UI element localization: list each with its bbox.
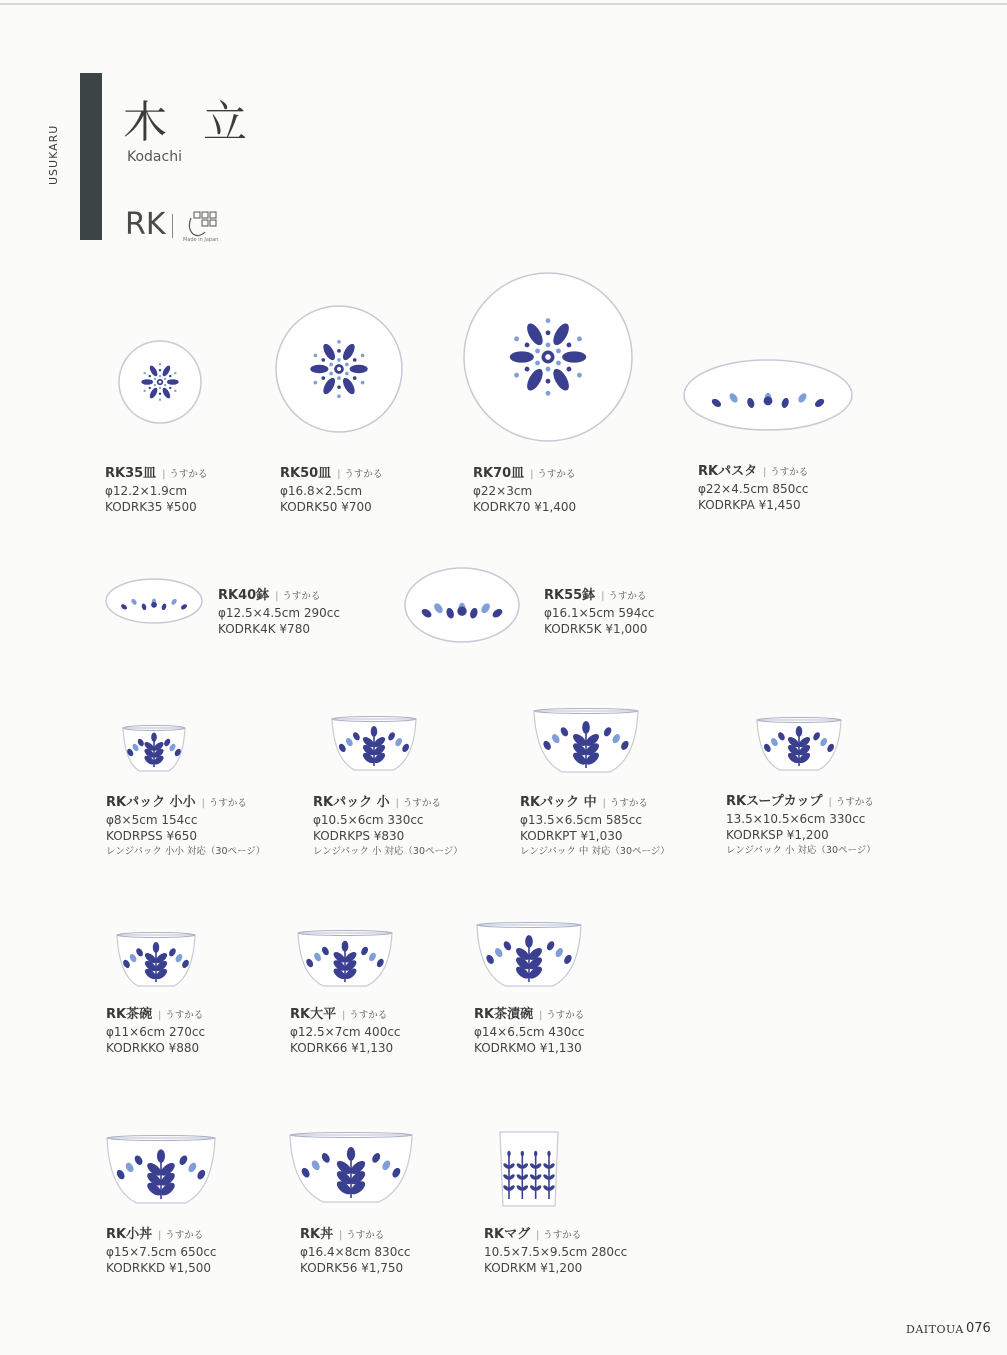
product-badge: | うすかる — [158, 1010, 203, 1021]
product-size: 13.5×10.5×6cm 330cc — [726, 812, 866, 826]
product-image — [288, 1132, 414, 1210]
product-code-price: KODRK4K ¥780 — [218, 622, 310, 636]
product-name: RKパック 小小 — [106, 795, 196, 810]
product-badge: | うすかる — [601, 591, 646, 602]
product-name: RKパスタ — [698, 464, 758, 479]
product-name: RKパック 小 — [313, 795, 390, 810]
product-title-row — [726, 793, 876, 811]
product-title-row — [280, 465, 382, 483]
product-name: RK40鉢 — [218, 588, 270, 603]
top-rule — [0, 3, 1007, 5]
product-code-price: KODRKMO ¥1,130 — [474, 1041, 582, 1055]
made-in-label: Made in Japan — [183, 237, 219, 243]
product-info — [290, 1006, 401, 1056]
product-size: φ8×5cm 154cc — [106, 813, 198, 827]
product-code-price: KODRKKO ¥880 — [106, 1041, 200, 1055]
product-image — [403, 566, 521, 648]
page-number: 076 — [966, 1321, 991, 1336]
product-name: RK70皿 — [473, 466, 525, 481]
product-info — [280, 465, 382, 515]
product-info — [106, 794, 265, 860]
product-title-row — [290, 1006, 401, 1024]
product-name: RK50皿 — [280, 466, 332, 481]
product-image — [462, 272, 634, 446]
product-title-row — [300, 1226, 411, 1244]
product-image — [296, 930, 394, 994]
product-name: RKスープカップ — [726, 794, 823, 809]
product-image — [118, 340, 202, 428]
product-code-price: KODRKSP ¥1,200 — [726, 828, 829, 842]
product-image — [330, 716, 418, 778]
product-badge: | うすかる — [342, 1010, 387, 1021]
product-name: RK茶碗 — [106, 1007, 153, 1022]
product-badge: | うすかる — [158, 1230, 203, 1241]
product-name: RK大平 — [290, 1007, 337, 1022]
product-info — [106, 1006, 205, 1056]
product-size: φ10.5×6cm 330cc — [313, 813, 424, 827]
product-note: レンジパック 小 対応（30ページ） — [726, 845, 876, 856]
product-size: φ22×3cm — [473, 484, 533, 498]
product-info — [105, 465, 207, 515]
product-info — [484, 1226, 627, 1276]
product-size: φ22×4.5cm 850cc — [698, 482, 809, 496]
product-code-price: KODRKM ¥1,200 — [484, 1261, 583, 1275]
product-badge: | うすかる — [603, 798, 648, 809]
sidebar-bar — [80, 73, 102, 240]
product-image — [121, 725, 187, 779]
product-title-row — [544, 587, 655, 605]
product-info — [544, 587, 655, 637]
product-title-row — [474, 1006, 585, 1024]
product-title-row — [473, 465, 576, 483]
product-code-price: KODRKPT ¥1,030 — [520, 829, 623, 843]
product-code-price: KODRK70 ¥1,400 — [473, 500, 577, 514]
product-size: φ16.8×2.5cm — [280, 484, 363, 498]
product-name: RKパック 中 — [520, 795, 597, 810]
product-image — [104, 577, 204, 629]
product-image — [475, 922, 583, 994]
product-size: φ12.5×4.5cm 290cc — [218, 606, 340, 620]
product-title-row — [520, 794, 670, 812]
product-badge: | うすかる — [339, 1230, 384, 1241]
divider — [172, 214, 173, 238]
product-info — [313, 794, 463, 860]
product-title-row — [218, 587, 340, 605]
product-size: φ12.2×1.9cm — [105, 484, 188, 498]
product-info — [698, 463, 809, 513]
product-size: φ14×6.5cm 430cc — [474, 1025, 585, 1039]
product-badge: | うすかる — [530, 469, 575, 480]
product-badge: | うすかる — [162, 469, 207, 480]
product-size: φ13.5×6.5cm 585cc — [520, 813, 642, 827]
product-title-row — [105, 465, 207, 483]
page-title: 木立 — [123, 97, 283, 148]
product-code-price: KODRK50 ¥700 — [280, 500, 372, 514]
product-info — [520, 794, 670, 860]
brand-name: DAITOUA — [906, 1323, 964, 1336]
product-image — [532, 708, 640, 780]
product-info — [106, 1226, 217, 1276]
collection-side-label: USUKARU — [47, 124, 60, 185]
product-note: レンジパック 小 対応（30ページ） — [313, 846, 463, 857]
product-name: RK35皿 — [105, 466, 157, 481]
product-badge: | うすかる — [536, 1230, 581, 1241]
product-name: RK55鉢 — [544, 588, 596, 603]
product-name: RK茶漬碗 — [474, 1007, 534, 1022]
product-name: RK小丼 — [106, 1227, 153, 1242]
product-title-row — [313, 794, 463, 812]
product-title-row — [698, 463, 809, 481]
product-code-price: KODRK35 ¥500 — [105, 500, 197, 514]
product-badge: | うすかる — [763, 467, 808, 478]
product-badge: | うすかる — [829, 797, 874, 808]
product-image — [682, 358, 854, 436]
product-note: レンジパック 小小 対応（30ページ） — [106, 846, 266, 857]
product-code-price: KODRKPS ¥830 — [313, 829, 405, 843]
page-subtitle: Kodachi — [127, 149, 182, 165]
product-size: φ11×6cm 270cc — [106, 1025, 206, 1039]
product-info — [218, 587, 340, 637]
product-image — [105, 1135, 217, 1211]
product-info — [473, 465, 576, 515]
product-size: 10.5×7.5×9.5cm 280cc — [484, 1245, 628, 1259]
product-note: レンジパック 中 対応（30ページ） — [520, 846, 670, 857]
product-title-row — [106, 1226, 217, 1244]
product-title-row — [106, 794, 265, 812]
product-badge: | うすかる — [396, 798, 441, 809]
product-name: RK丼 — [300, 1227, 334, 1242]
product-code-price: KODRPSS ¥650 — [106, 829, 198, 843]
product-badge: | うすかる — [539, 1010, 584, 1021]
product-info — [726, 793, 876, 859]
product-badge: | うすかる — [337, 469, 382, 480]
product-info — [300, 1226, 411, 1276]
product-code-price: KODRK5K ¥1,000 — [544, 622, 648, 636]
product-size: φ16.4×8cm 830cc — [300, 1245, 411, 1259]
product-info — [474, 1006, 585, 1056]
product-badge: | うすかる — [202, 798, 247, 809]
product-image — [273, 305, 405, 437]
product-code-price: KODRKKD ¥1,500 — [106, 1261, 212, 1275]
product-size: φ12.5×7cm 400cc — [290, 1025, 401, 1039]
product-code-price: KODRK56 ¥1,750 — [300, 1261, 404, 1275]
product-size: φ15×7.5cm 650cc — [106, 1245, 217, 1259]
series-code: RK — [125, 207, 166, 242]
product-title-row — [484, 1226, 627, 1244]
product-size: φ16.1×5cm 594cc — [544, 606, 655, 620]
product-image — [497, 1129, 561, 1213]
product-badge: | うすかる — [275, 591, 320, 602]
product-name: RKマグ — [484, 1227, 531, 1242]
product-code-price: KODRKPA ¥1,450 — [698, 498, 801, 512]
product-code-price: KODRK66 ¥1,130 — [290, 1041, 394, 1055]
product-image — [115, 932, 197, 994]
product-image — [755, 716, 843, 778]
product-title-row — [106, 1006, 205, 1024]
